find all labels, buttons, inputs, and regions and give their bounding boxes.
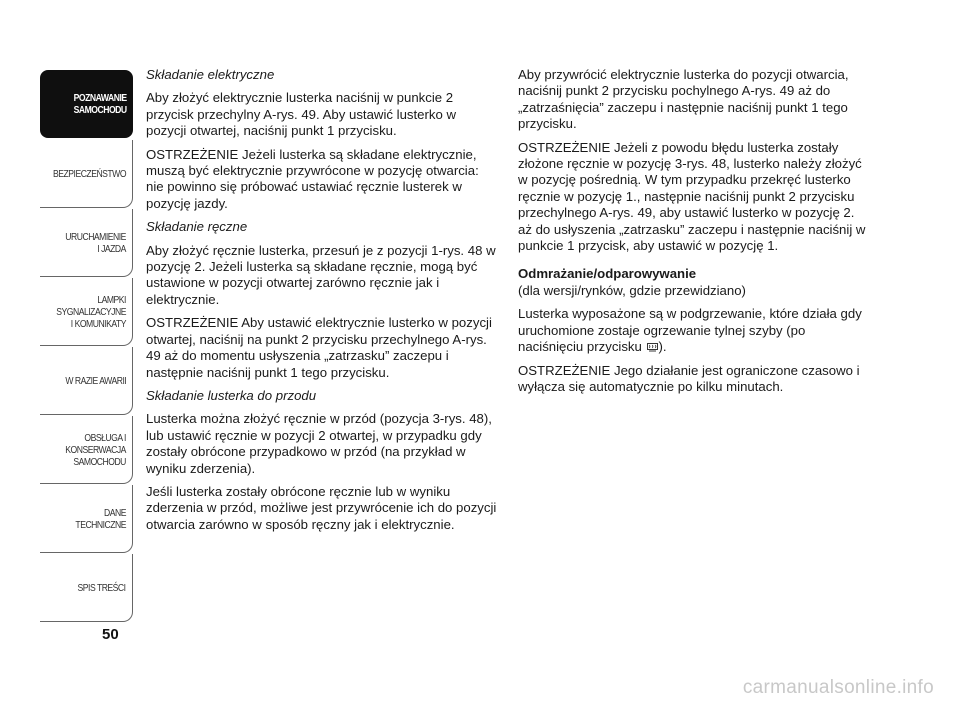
paragraph-with-icon [518, 306, 868, 355]
warning-paragraph: OSTRZEŻENIE Jeżeli lusterka są składane elektrycznie, muszą być elektrycznie przywrócone w pozycję otwarcia: nie powinno się próbować ustawiać ręcznie lusterek w pozycję jazdy. [146, 146, 479, 211]
warning-paragraph: OSTRZEŻENIE Aby ustawić elektrycznie lusterko w pozycji otwartej, naciśnij na punkt 2 przycisku przechylnego A-rys. 49 aż do momentu usłyszenia „zatrzasku” zaczepu i następnie naciśnij punkt 1 tego przycisku. [146, 315, 492, 380]
paragraph: Aby złożyć ręcznie lusterka, przesuń je z pozycji 1-rys. 48 w pozycję 2. Jeżeli lusterka są składane ręcznie, mogą być ustawione w pozycji otwartej zarówno ręcznie jak i elektrycznie. [146, 242, 496, 307]
paragraph-text: ). [658, 339, 667, 355]
paragraph: Lusterka można złożyć ręcznie w przód (pozycja 3-rys. 48), lub ustawić ręcznie w pozycji 2 otwartej, w przypadku gdy zostały obrócone przypadkowo w przód (na przykład w wyniku zderzenia). [146, 411, 492, 476]
section-title-forward-folding: Składanie lusterka do przodu [146, 387, 317, 403]
tab-obsluga-i-konserwacja[interactable] [40, 416, 133, 484]
section-title-electric-folding: Składanie elektryczne [146, 67, 275, 82]
tab-label: SPIS TREŚCI [77, 581, 126, 594]
tab-label: W RAZIE AWARII [65, 374, 126, 387]
section-subheading: (dla wersji/rynków, gdzie przewidziano) [518, 282, 746, 298]
paragraph-text: Lusterka wyposażone są w podgrzewanie, które działa gdy uruchomione zostaje ogrzewanie tylnej szyby (po naciśnięciu przycisku [518, 306, 862, 355]
section-title-manual-folding: Składanie ręczne [146, 219, 248, 235]
paragraph: Aby złożyć elektrycznie lusterka naciśnij w punkcie 2 przycisk przechylny A-rys. 49. Aby ustawić lusterko w pozycji otwartej, naciśnij punkt 1 przycisku. [146, 90, 457, 139]
tab-label: DANE TECHNICZNE [75, 506, 126, 531]
tab-poznawanie-samochodu[interactable] [40, 70, 133, 138]
watermark: carmanualsonline.info [742, 677, 934, 698]
tab-label: BEZPIECZEŃSTWO [52, 167, 126, 180]
paragraph: Aby przywrócić elektrycznie lusterka do pozycji otwarcia, naciśnij punkt 2 przycisku pochylnego A-rys. 49 aż do „zatrzaśnięcia” zaczepu i następnie naciśnij punkt 1 tego przycisku. [518, 67, 849, 132]
warning-paragraph: OSTRZEŻENIE Jeżeli z powodu błędu lusterka zostały złożone ręcznie w pozycję 3-rys. 48, lusterko należy złożyć w pozycję pośrednią. W tym przypadku przekręć lusterko ręcznie w pozycję 1., następnie naciśnij punkt 2 przycisku przechylnego A-rys. 49, aby ustawić lusterko w pozycję 2. aż do usłyszenia „zatrzasku” zaczepu i następnie naciśnij w punkcie 1 przycisk, aby ustawić w pozycję 1. [518, 139, 866, 254]
section-heading-defrost: Odmrażanie/odparowywanie [518, 266, 697, 282]
tab-dane-techniczne[interactable] [40, 485, 133, 553]
rear-window-defrost-icon [647, 340, 658, 349]
tab-bezpieczenstwo[interactable] [40, 140, 133, 208]
page-number: 50 [102, 626, 119, 643]
tab-lampki-sygnalizacyjne[interactable] [40, 278, 133, 346]
tab-label: LAMPKI SYGNALIZACYJNE I KOMUNIKATY [56, 293, 126, 330]
paragraph: Jeśli lusterka zostały obrócone ręcznie lub w wyniku zderzenia w przód, możliwe jest przywrócenie ich do pozycji otwarcia zarówno w sposób ręczny jak i elektrycznie. [146, 483, 497, 532]
tab-label: POZNAWANIE SAMOCHODU [74, 92, 127, 116]
left-column [146, 67, 498, 540]
tab-label: OBSŁUGA I KONSERWACJA SAMOCHODU [65, 431, 126, 468]
tab-uruchamienie-i-jazda[interactable] [40, 209, 133, 277]
tab-spis-tresci[interactable] [40, 554, 133, 622]
tab-label: URUCHAMIENIE I JAZDA [65, 230, 126, 255]
warning-paragraph: OSTRZEŻENIE Jego działanie jest ograniczone czasowo i wyłącza się automatycznie po kilku minutach. [518, 362, 860, 394]
tab-w-razie-awarii[interactable] [40, 347, 133, 415]
right-column [518, 67, 868, 402]
